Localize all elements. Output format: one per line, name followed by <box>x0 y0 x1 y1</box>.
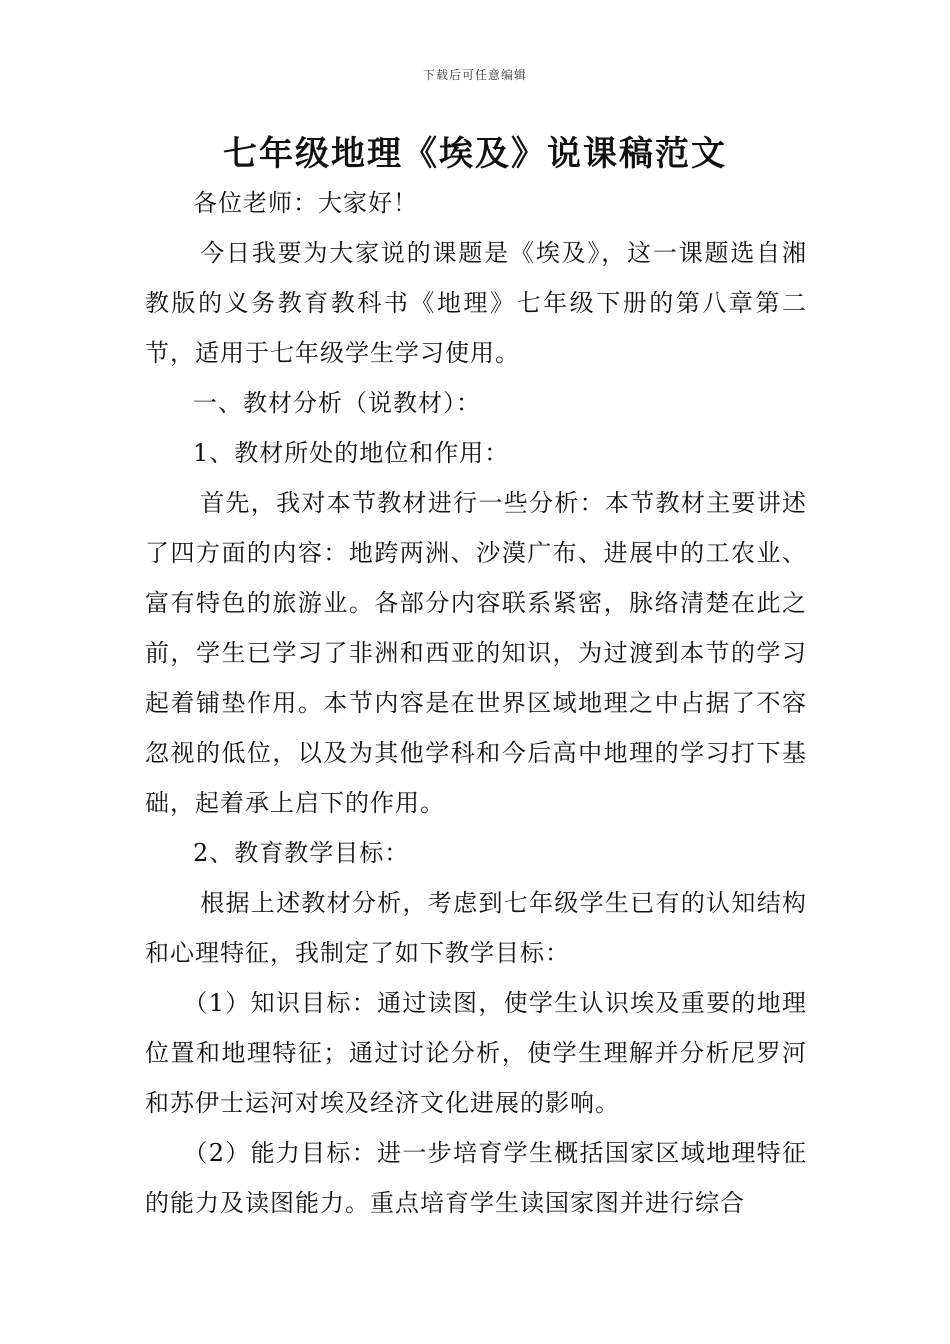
paragraph-subsection-1-heading: 1、教材所处的地位和作用： <box>193 439 510 467</box>
document-title: 七年级地理《埃及》说课稿范文 <box>223 134 727 174</box>
paragraph-objectives-intro: 根据上述教材分析，考虑到七年级学生已有的认知结构和心理特征，我制定了如下教学目标： <box>145 889 807 967</box>
paragraph-intro: 今日我要为大家说的课题是《埃及》，这一课题选自湘教版的义务教育教科书《地理》七年级下册的第八章第二节，适用于七年级学生学习使用。 <box>145 239 807 367</box>
document-body <box>145 178 807 1228</box>
paragraph-section-1-heading: 一、教材分析（说教材）： <box>193 389 481 417</box>
paragraph-greeting: 各位老师：大家好！ <box>193 189 418 217</box>
paragraph-ability-objective: （2）能力目标：进一步培育学生概括国家区域地理特征的能力及读图能力。重点培育学生读国家图并进行综合 <box>145 1139 807 1217</box>
paragraph-material-analysis: 首先，我对本节教材进行一些分析：本节教材主要讲述了四方面的内容：地跨两洲、沙漠广布、进展中的工农业、富有特色的旅游业。各部分内容联系紧密，脉络清楚在此之前，学生已学习了非洲和西亚的知识，为过渡到本节的学习起着铺垫作用。本节内容是在世界区域地理之中占据了不容忽视的低位，以及为其他学科和今后高中地理的学习打下基础，起着承上启下的作用。 <box>145 489 807 817</box>
paragraph-knowledge-objective: （1）知识目标：通过读图，使学生认识埃及重要的地理位置和地理特征；通过讨论分析，使学生理解并分析尼罗河和苏伊士运河对埃及经济文化进展的影响。 <box>145 989 807 1117</box>
header-note: 下载后可任意编辑 <box>422 68 527 82</box>
paragraph-subsection-2-heading: 2、教育教学目标： <box>193 839 410 867</box>
